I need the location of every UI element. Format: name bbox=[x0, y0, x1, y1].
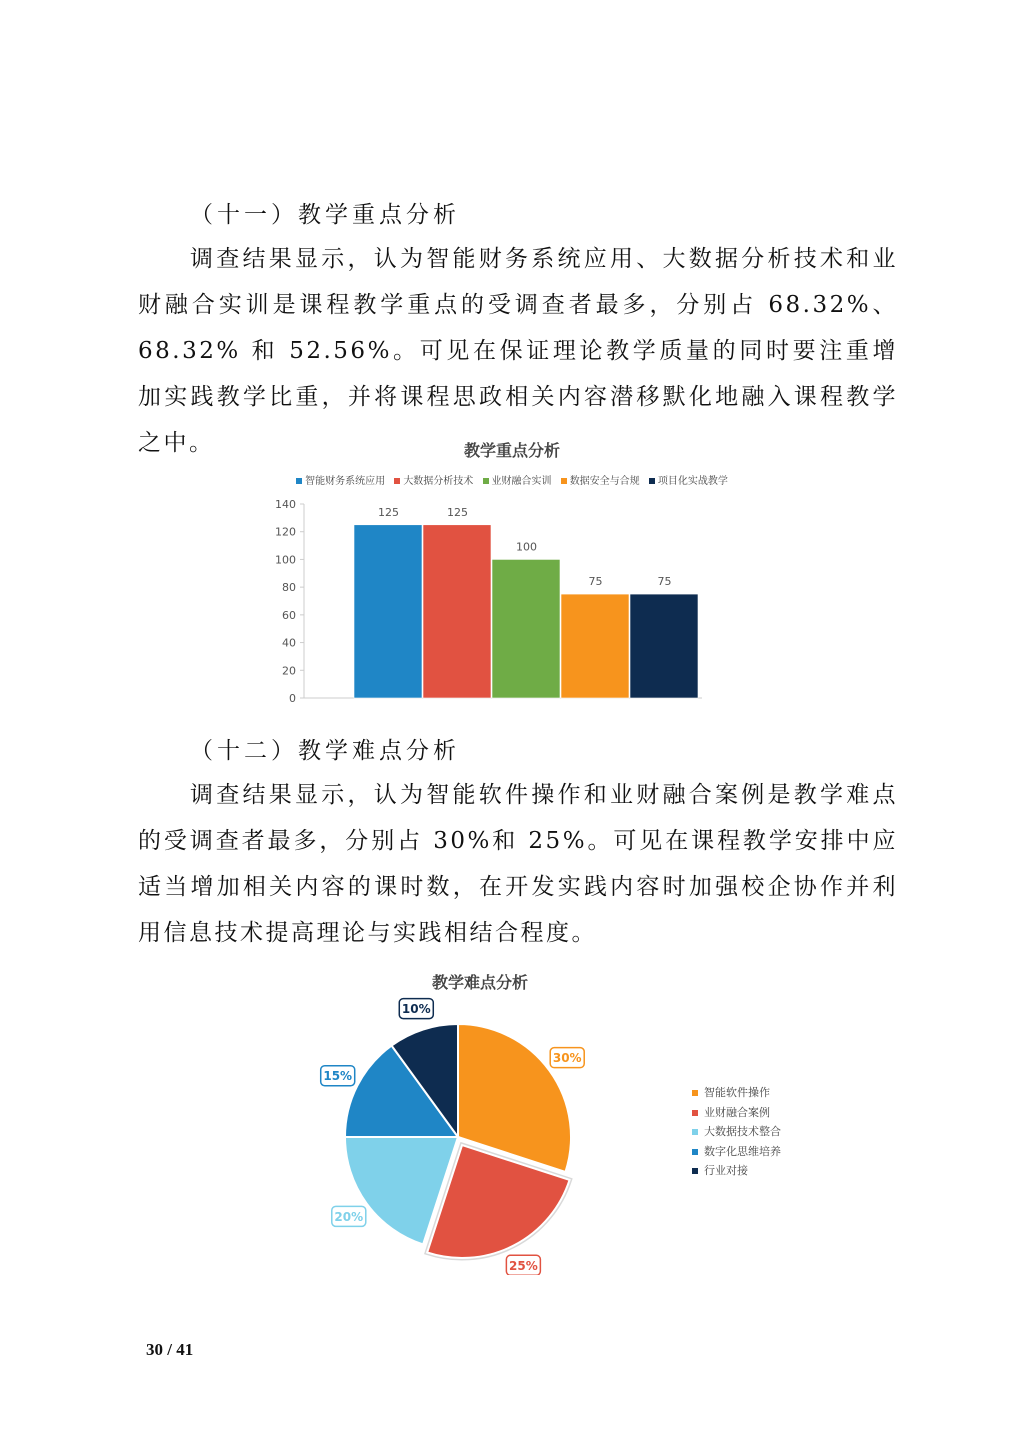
legend-item bbox=[394, 472, 473, 487]
legend-swatch bbox=[692, 1090, 698, 1096]
section-11-heading: （十一）教学重点分析 bbox=[190, 202, 460, 228]
legend-item bbox=[296, 472, 385, 487]
page-number: 30 / 41 bbox=[146, 1340, 194, 1359]
y-tick-label: 80 bbox=[282, 581, 296, 595]
bar bbox=[630, 594, 698, 698]
legend-label: 智能财务系统应用 bbox=[305, 476, 386, 487]
pie-value-label: 25% bbox=[509, 1258, 538, 1273]
legend-label: 业财融合实训 bbox=[491, 476, 552, 487]
bar-value-label: 125 bbox=[378, 505, 399, 519]
legend-swatch bbox=[649, 478, 655, 484]
legend-swatch bbox=[296, 478, 302, 484]
legend-label: 行业对接 bbox=[704, 1164, 748, 1177]
bar bbox=[423, 525, 491, 698]
pie-value-label: 20% bbox=[334, 1209, 364, 1224]
y-tick-label: 140 bbox=[275, 498, 296, 511]
legend-label: 大数据技术整合 bbox=[704, 1125, 781, 1138]
legend-label: 数字化思维培养 bbox=[704, 1144, 781, 1158]
pie-chart-title: 教学难点分析 bbox=[431, 973, 528, 992]
legend-item bbox=[649, 472, 728, 487]
bar bbox=[354, 525, 422, 698]
legend-item bbox=[692, 1103, 781, 1123]
legend-item bbox=[692, 1161, 781, 1181]
section-12-heading: （十二）教学难点分析 bbox=[190, 738, 460, 764]
legend-item bbox=[692, 1142, 781, 1162]
pie-value-label: 10% bbox=[401, 1002, 431, 1017]
y-tick-label: 100 bbox=[275, 553, 296, 567]
y-tick-label: 0 bbox=[289, 692, 296, 705]
legend-swatch bbox=[692, 1129, 698, 1135]
bar-value-label: 125 bbox=[447, 505, 468, 519]
bar-value-label: 75 bbox=[588, 575, 603, 589]
pie-chart-legend bbox=[692, 1083, 781, 1181]
legend-swatch bbox=[394, 478, 400, 484]
bar bbox=[561, 594, 629, 698]
pie-value-label: 15% bbox=[323, 1069, 353, 1084]
bar-chart bbox=[250, 490, 730, 710]
y-tick-label: 40 bbox=[282, 636, 296, 650]
legend-item bbox=[483, 472, 552, 487]
pie-value-label: 30% bbox=[552, 1051, 582, 1066]
y-tick-label: 120 bbox=[275, 525, 296, 539]
section-12-paragraph: 调查结果显示，认为智能软件操作和业财融合案例是教学难点的受调查者最多，分别占 30%和 25%。可见在课程教学安排中应适当增加相关内容的课时数，在开发实践内容时加强校企协作并利用信息技术提高理论与实践相结合程度。 bbox=[138, 782, 898, 946]
bar-value-label: 75 bbox=[657, 575, 672, 589]
legend-label: 数据安全与合规 bbox=[569, 476, 640, 487]
bar bbox=[492, 559, 560, 698]
legend-swatch bbox=[692, 1110, 698, 1116]
legend-label: 智能软件操作 bbox=[704, 1086, 770, 1099]
legend-swatch bbox=[561, 478, 567, 484]
legend-item bbox=[692, 1083, 781, 1103]
legend-swatch bbox=[692, 1168, 698, 1174]
bar-value-label: 100 bbox=[516, 540, 537, 554]
legend-label: 大数据分析技术 bbox=[403, 476, 474, 487]
legend-item bbox=[561, 472, 640, 487]
bar-chart-title: 教学重点分析 bbox=[463, 441, 560, 460]
section-11-paragraph: 调查结果显示，认为智能财务系统应用、大数据分析技术和业财融合实训是课程教学重点的受调查者最多，分别占 68.32%、68.32% 和 52.56%。可见在保证理论教学质量的同时要注重增加实践教学比重，并将课程思政相关内容潜移默化地融入课程教学之中。 bbox=[138, 246, 898, 456]
bar-chart-legend bbox=[0, 472, 1024, 487]
legend-swatch bbox=[483, 478, 489, 484]
legend-label: 业财融合案例 bbox=[704, 1105, 770, 1119]
pie-chart bbox=[300, 995, 620, 1275]
legend-label: 项目化实战教学 bbox=[657, 476, 728, 487]
legend-swatch bbox=[692, 1149, 698, 1155]
y-tick-label: 60 bbox=[282, 608, 296, 622]
y-tick-label: 20 bbox=[282, 664, 296, 678]
legend-item bbox=[692, 1122, 781, 1142]
